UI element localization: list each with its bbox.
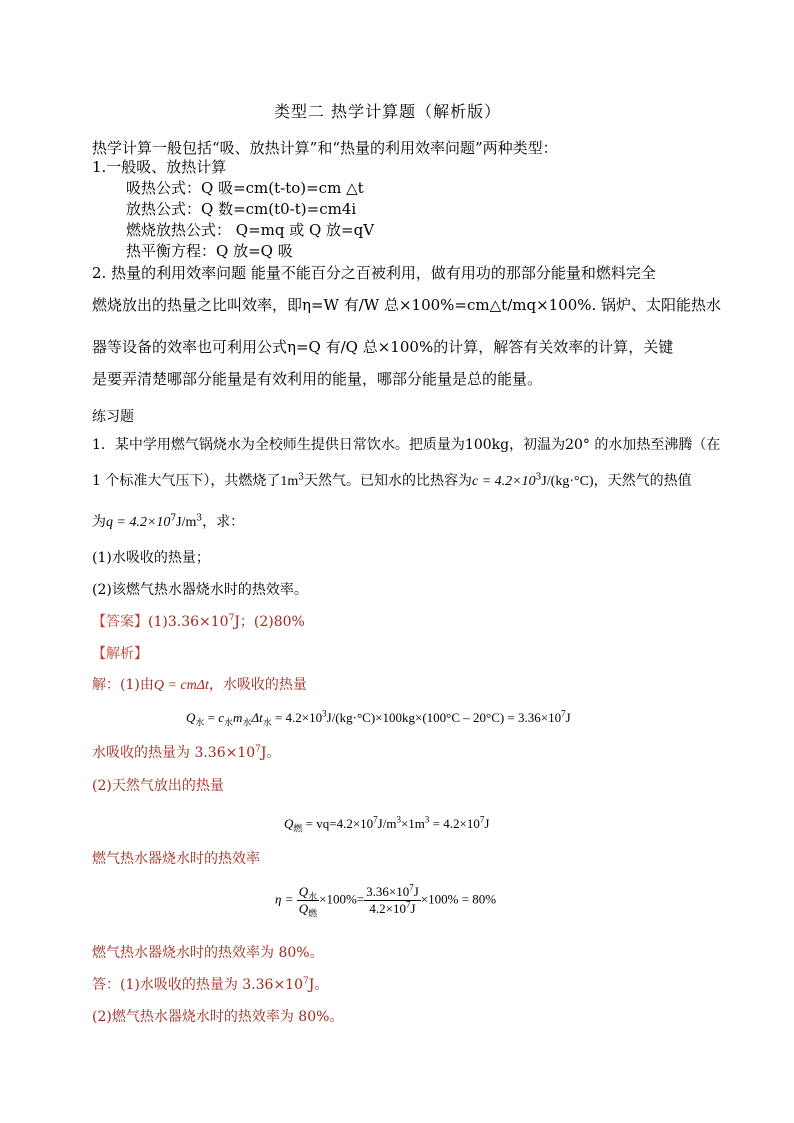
final-answer-1: 答：(1)水吸收的热量为 $3.36\times 10^7J$。 [92, 976, 329, 993]
equation-heat-absorbed: $Q_水 = c_水m_水\Delta t_水 = 4.2\times 10^3J/(kg\cdot^\circ C)\times 100kg\times(100^\circ C - 20^\circ C) = 3.36\times 10^7J$ [186, 708, 571, 728]
question1-line1: 1．某中学用燃气锅烧水为全校师生提供日常饮水。把质量为100kg，初温为20° 的水加热至沸腾（在 [92, 437, 721, 453]
final-answer-2: (2)燃气热水器烧水时的热效率为 80%。 [92, 1009, 344, 1025]
solution-step3: 燃气热水器烧水时的热效率 [92, 851, 260, 867]
equation-heat-released: $Q_燃 = vq=4.2\times 10^7J/m^3\times 1m^3 = 4.2\times 10^7J$ [284, 814, 490, 834]
section2-line1: 2. 热量的利用效率问题 能量不能百分之百被利用，做有用功的那部分能量和燃料完全 [92, 264, 656, 282]
result-efficiency: 燃气热水器烧水时的热效率为 80%。 [92, 945, 324, 961]
solution-step2: (2)天然气放出的热量 [92, 778, 224, 794]
page-title: 类型二 热学计算题（解析版） [274, 102, 502, 121]
analysis-label: 【解析】 [92, 646, 148, 662]
result-heat-absorbed: 水吸收的热量为 $3.36\times 10^7J$。 [92, 744, 281, 761]
section1-heading: 1.一般吸、放热计算 [92, 158, 227, 176]
question1-line3: 为$q = 4.2\times 10^7J/m^3$，求： [92, 513, 245, 530]
equation-efficiency: η = $\frac{Q_水}{Q_燃}$ ×100%= $\frac{3.36\times 10^7J}{4.2\times 10^7J}$ ×100% = 80% [275, 882, 497, 919]
release-formula: 放热公式：Q 数=cm(t0-t)=cm4i [126, 200, 357, 218]
subquestion-2: (2)该燃气热水器烧水时的热效率。 [92, 582, 308, 598]
answer-line: 【答案】$(1)3.36\times 10^7J$；(2)80% [92, 613, 305, 630]
answer-label: 【答案】 [92, 614, 148, 630]
section2-line3: 器等设备的效率也可利用公式η=Q 有/Q 总×100%的计算，解答有关效率的计算，关键 [92, 338, 674, 356]
intro-text: 热学计算一般包括“吸、放热计算”和“热量的利用效率问题”两种类型： [92, 139, 558, 157]
question1-line2: 1 个标准大气压下），共燃烧了$1m^3$天然气。已知水的比热容为$c = 4.2\times 10^3J/(kg\cdot^\circ C)$，天然气的热值 [92, 472, 692, 489]
section2-line2: 燃烧放出的热量之比叫效率，即η=W 有/W 总×100%=cm△t/mq×100%. 锅炉、太阳能热水 [92, 296, 722, 314]
combustion-formula: 燃烧放热公式： Q=mq 或 Q 放=qV [126, 221, 375, 239]
section2-line4: 是要弄清楚哪部分能量是有效利用的能量，哪部分能量是总的能量。 [92, 370, 543, 388]
solution-step1: 解：(1)由Q = cmΔt，水吸收的热量 [92, 677, 307, 693]
heat-balance-formula: 热平衡方程：Q 放=Q 吸 [126, 242, 293, 260]
subquestion-1: (1)水吸收的热量； [92, 550, 210, 566]
practice-heading: 练习题 [92, 409, 134, 425]
absorb-formula: 吸热公式：Q 吸=cm(t-to)=cm △t [126, 179, 364, 197]
